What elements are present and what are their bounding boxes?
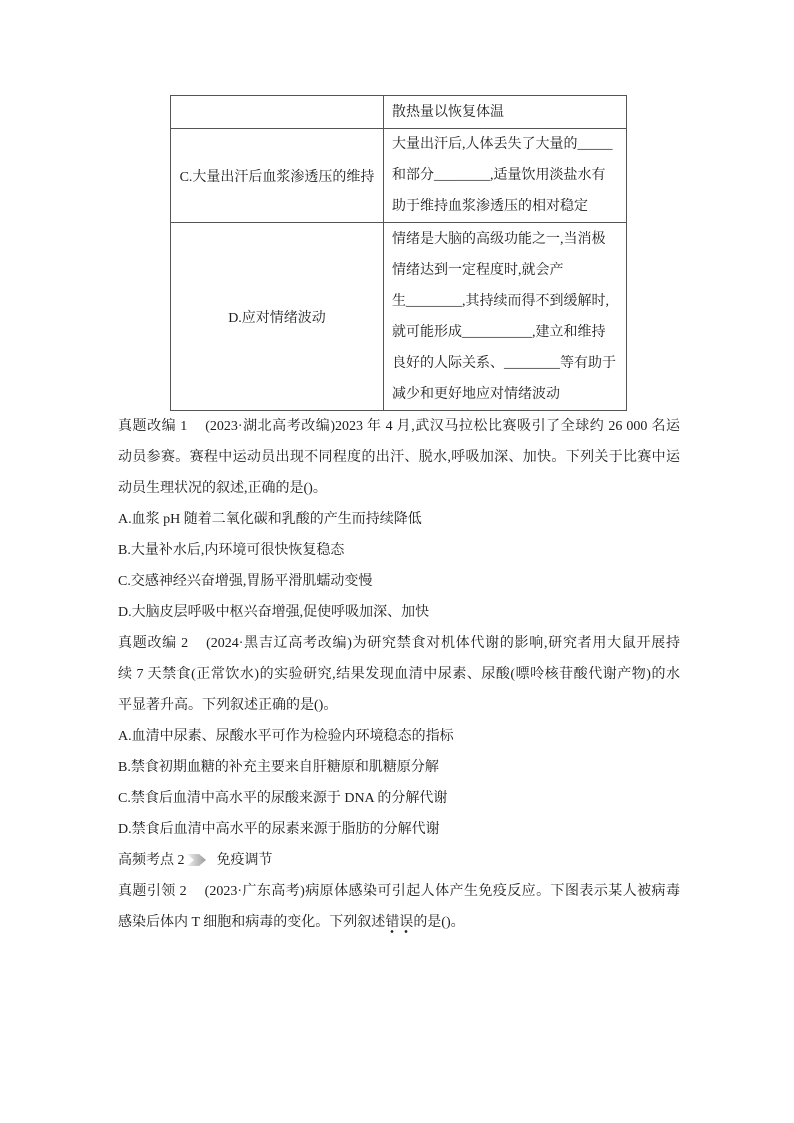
- content-line: 生________,其持续而得不到缓解时,: [392, 293, 609, 309]
- content-line: 散热量以恢复体温: [392, 104, 504, 120]
- option-a: A.血清中尿素、尿酸水平可作为检验内环境稳态的指标: [118, 729, 454, 744]
- option-c: C.禁食后血清中高水平的尿酸来源于 DNA 的分解代谢: [118, 791, 448, 806]
- table-row-label: C.大量出汗后血浆渗透压的维持: [171, 129, 384, 223]
- question-label: 真题引领 2: [118, 884, 187, 899]
- content-line: 情绪达到一定程度时,就会产: [392, 262, 564, 278]
- option-d: D.大脑皮层呼吸中枢兴奋增强,促使呼吸加深、加快: [118, 605, 430, 620]
- table-row-content: [384, 223, 627, 411]
- table-row-label: D.应对情绪波动: [171, 223, 384, 411]
- table-row: [171, 223, 627, 411]
- table-row: [171, 129, 627, 223]
- question-stem-line: 动员参赛。赛程中运动员出现不同程度的出汗、脱水,呼吸加深、加快。下列关于比赛中运: [118, 450, 680, 465]
- content-line: 和部分________,适量饮用淡盐水有: [392, 168, 606, 183]
- question-stem-text: (2024·黑吉辽高考改编)为研究禁食对机体代谢的影响,研究者用大鼠开展持: [206, 636, 680, 651]
- question-stem-line: 平显著升高。下列叙述正确的是()。: [118, 698, 338, 713]
- question-stem-text: 感染后体内 T 细胞和病毒的变化。下列叙述: [118, 915, 386, 930]
- table-row-label: [171, 96, 384, 129]
- question-stem-line: [118, 628, 680, 659]
- question-stem-line: 续 7 天禁食(正常饮水)的实验研究,结果发现血清中尿素、尿酸(嘌呤核苷酸代谢产物)的水: [118, 667, 680, 682]
- content-line: 大量出汗后,人体丢失了大量的_____: [392, 137, 613, 152]
- option-c: C.交感神经兴奋增强,胃肠平滑肌蠕动变慢: [118, 574, 373, 589]
- option-b: B.大量补水后,内环境可很快恢复稳态: [118, 543, 345, 558]
- table-row: [171, 96, 627, 129]
- question-stem-text: 的是()。: [413, 915, 465, 930]
- question-stem-line: [118, 411, 680, 442]
- question-stem-line: 动员生理状况的叙述,正确的是()。: [118, 481, 327, 496]
- question-stem-line: [118, 907, 680, 938]
- section-heading: [118, 845, 680, 876]
- answer-table: [170, 95, 627, 411]
- arrow-icon: [187, 853, 207, 867]
- section-title: 免疫调节: [216, 853, 273, 868]
- section-label: 高频考点 2: [118, 853, 185, 868]
- emphasized-text: 错误: [385, 915, 413, 934]
- question-stem-line: [118, 876, 680, 907]
- content-line: 减少和更好地应对情绪波动: [392, 386, 560, 402]
- question-stem-text: (2023·湖北高考改编)2023 年 4 月,武汉马拉松比赛吸引了全球约 26 000 名运: [205, 419, 680, 434]
- content-line: 就可能形成__________,建立和维持: [392, 324, 606, 340]
- option-d: D.禁食后血清中高水平的尿素来源于脂肪的分解代谢: [118, 822, 440, 837]
- content-line: 助于维持血浆渗透压的相对稳定: [392, 199, 588, 214]
- option-b: B.禁食初期血糖的补充主要来自肝糖原和肌糖原分解: [118, 760, 439, 775]
- question-label: 真题改编 2: [118, 636, 189, 651]
- table-row-content: [384, 96, 627, 129]
- question-content: [118, 411, 680, 938]
- question-label: 真题改编 1: [118, 419, 188, 434]
- option-a: A.血浆 pH 随着二氧化碳和乳酸的产生而持续降低: [118, 512, 422, 527]
- question-stem-text: (2023·广东高考)病原体感染可引起人体产生免疫反应。下图表示某人被病毒: [204, 884, 680, 899]
- table-row-content: [384, 129, 627, 223]
- content-line: 情绪是大脑的高级功能之一,当消极: [392, 231, 606, 247]
- content-line: 良好的人际关系、________等有助于: [392, 355, 616, 371]
